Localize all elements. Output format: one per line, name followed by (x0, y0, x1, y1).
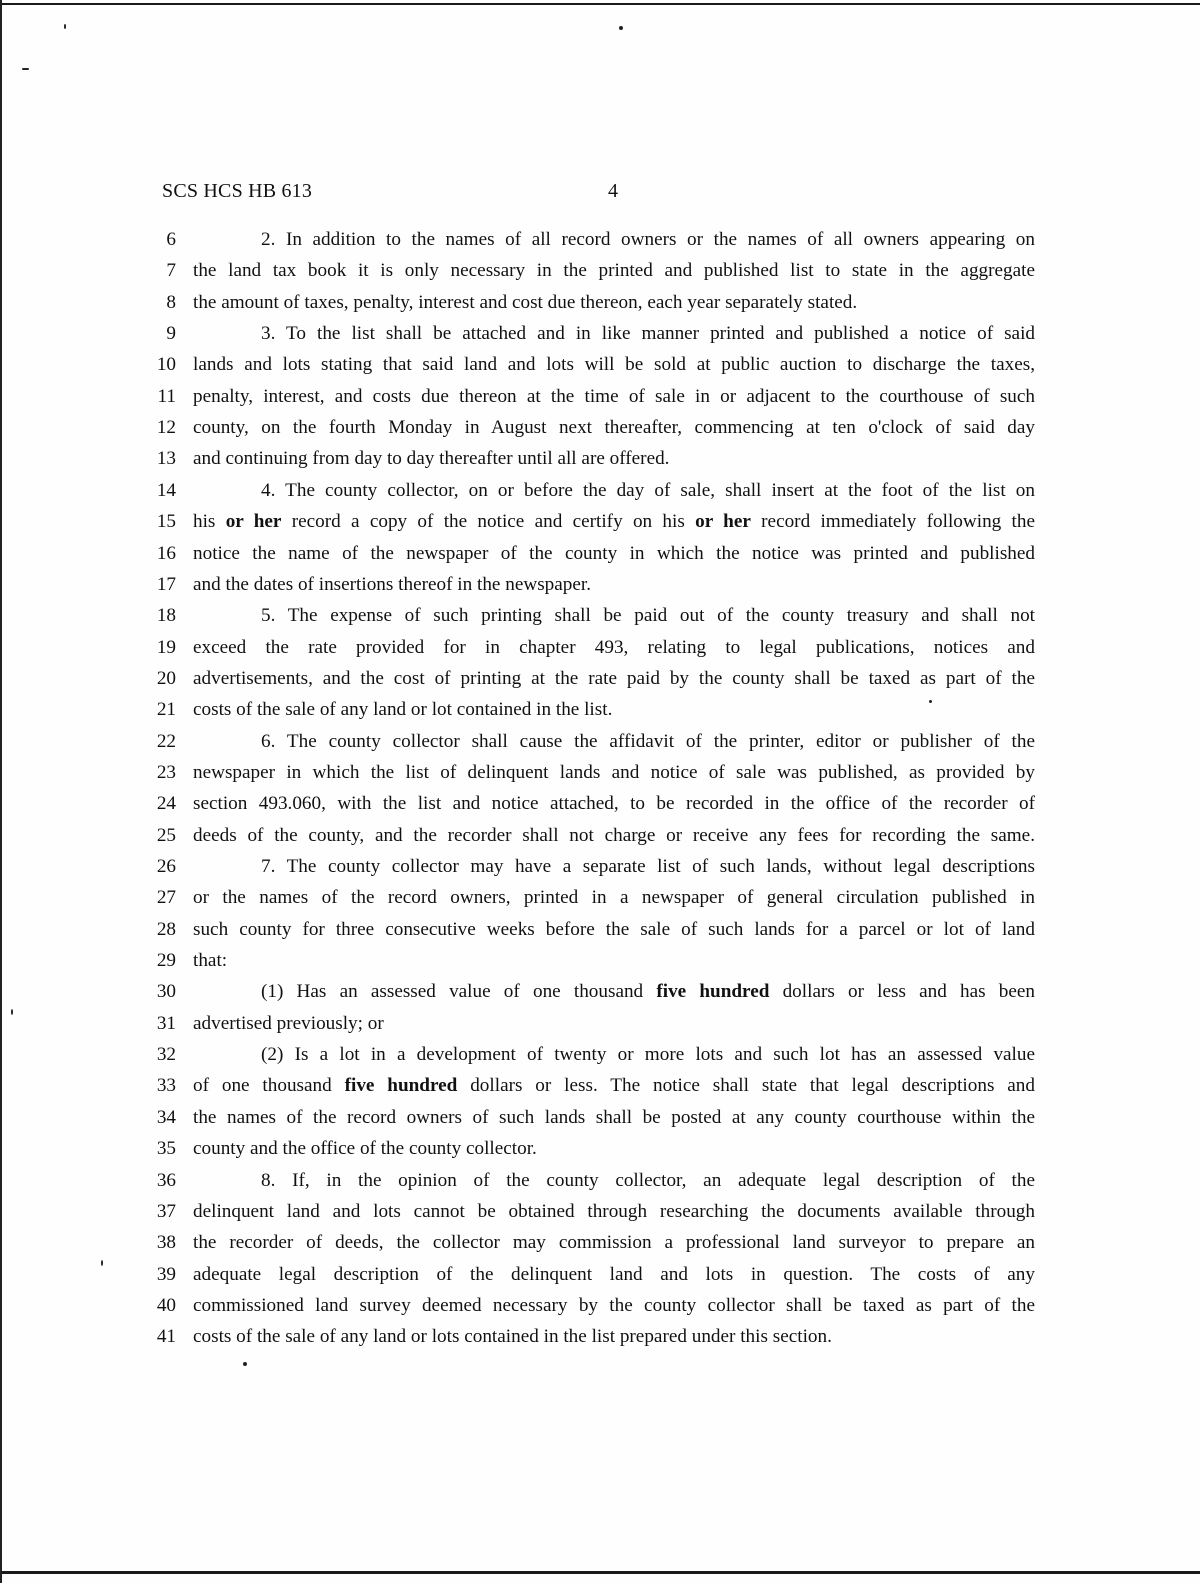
line-number: 19 (156, 636, 176, 658)
line-text-segment: county and the office of the county collector. (193, 1138, 537, 1160)
line-number: 34 (156, 1106, 176, 1128)
line-text-segment: 5. The expense of such printing shall be paid out of the county treasury and shall not (261, 605, 1035, 627)
line-number: 25 (156, 824, 176, 846)
line-text (193, 255, 1035, 286)
line-text (261, 976, 1035, 1007)
line-number: 8 (166, 291, 176, 313)
line-text-segment: and continuing from day to day thereafter until all are offered. (193, 448, 670, 470)
bold-amendment-text: five hundred (344, 1075, 458, 1097)
line-number: 10 (156, 354, 176, 376)
bold-amendment-text: five hundred (656, 981, 770, 1003)
text-line (0, 381, 1200, 412)
line-text-segment: notice the name of the newspaper of the county in which the notice was printed and published (193, 542, 1035, 564)
line-text (193, 1290, 1035, 1321)
line-text-segment: the names of the record owners of such lands shall be posted at any county courthouse within the (193, 1106, 1035, 1128)
text-line (0, 443, 1200, 474)
line-text-segment: record immediately following the (750, 511, 1035, 533)
line-text (193, 506, 1035, 537)
line-text-segment: penalty, interest, and costs due thereon at the time of sale in or adjacent to the courthouse of such (193, 385, 1035, 407)
line-text (193, 694, 1035, 725)
text-line (0, 1039, 1200, 1070)
line-text-segment: and the dates of insertions thereof in the newspaper. (193, 573, 592, 595)
line-number: 12 (156, 417, 176, 439)
line-number: 29 (156, 950, 176, 972)
line-text-segment: (2) Is a lot in a development of twenty or more lots and such lot has an assessed value (261, 1044, 1035, 1066)
line-text (193, 349, 1035, 380)
text-line (0, 851, 1200, 882)
line-text (193, 381, 1035, 412)
line-text-segment: section 493.060, with the list and notice attached, to be recorded in the office of the recorder of (193, 793, 1035, 815)
line-number: 23 (156, 761, 176, 783)
line-number: 32 (156, 1044, 176, 1066)
line-text-segment: lands and lots stating that said land and lots will be sold at public auction to discharge the taxes, (193, 354, 1035, 376)
text-line (0, 1165, 1200, 1196)
text-line (0, 820, 1200, 851)
bold-amendment-text: or her (695, 511, 751, 533)
line-text-segment: deeds of the county, and the recorder shall not charge or receive any fees for recording the same. (193, 824, 1035, 846)
line-number: 24 (156, 793, 176, 815)
line-text (193, 1321, 1035, 1352)
line-text-segment: county, on the fourth Monday in August next thereafter, commencing at ten o'clock of said day (193, 417, 1035, 439)
scan-speck (243, 1362, 247, 1366)
line-text-segment: or the names of the record owners, printed in a newspaper of general circulation published in (193, 887, 1035, 909)
line-text (193, 663, 1035, 694)
text-line (0, 1290, 1200, 1321)
line-text-segment: adequate legal description of the delinquent land and lots in question. The costs of any (193, 1263, 1035, 1285)
line-text (193, 1259, 1035, 1290)
line-number: 28 (156, 918, 176, 940)
line-text-segment: 3. To the list shall be attached and in like manner printed and published a notice of said (261, 323, 1035, 345)
line-number: 35 (156, 1138, 176, 1160)
line-number: 36 (156, 1169, 176, 1191)
text-line (0, 632, 1200, 663)
line-text (193, 443, 1035, 474)
text-line (0, 600, 1200, 631)
text-line (0, 694, 1200, 725)
line-number: 15 (156, 511, 176, 533)
line-text (193, 1133, 1035, 1164)
line-number: 13 (156, 448, 176, 470)
line-text (261, 318, 1035, 349)
text-line (0, 538, 1200, 569)
line-number: 41 (156, 1326, 176, 1348)
line-text (193, 788, 1035, 819)
text-line (0, 1227, 1200, 1258)
line-number: 26 (156, 856, 176, 877)
bold-amendment-text: or her (225, 511, 282, 533)
line-text (193, 820, 1035, 851)
line-text (193, 914, 1035, 945)
text-line (0, 318, 1200, 349)
line-number: 22 (156, 730, 176, 752)
bill-identifier: SCS HCS HB 613 (162, 180, 313, 202)
line-number: 7 (166, 260, 176, 282)
text-line (0, 224, 1200, 255)
line-text (193, 287, 1035, 318)
line-text (261, 1165, 1035, 1196)
line-text (261, 851, 1035, 882)
text-line (0, 914, 1200, 945)
bottom-border-rule (0, 1571, 1200, 1574)
line-number: 14 (156, 479, 176, 501)
line-number: 16 (156, 542, 176, 564)
text-line (0, 1321, 1200, 1352)
line-text-segment: advertisements, and the cost of printing at the rate paid by the county shall be taxed as part of the (193, 667, 1035, 689)
line-number: 27 (156, 887, 176, 909)
line-text (193, 945, 1035, 976)
text-line (0, 1133, 1200, 1164)
line-number: 39 (156, 1263, 176, 1285)
text-line (0, 788, 1200, 819)
text-line (0, 349, 1200, 380)
line-text (193, 1008, 1035, 1039)
line-text (193, 632, 1035, 663)
text-line (0, 1196, 1200, 1227)
line-text (261, 600, 1035, 631)
text-line (0, 506, 1200, 537)
text-line (0, 255, 1200, 286)
line-text-segment: dollars or less and has been (769, 981, 1036, 1003)
text-line (0, 287, 1200, 318)
line-number: 11 (157, 385, 176, 407)
line-number: 31 (156, 1012, 176, 1034)
text-line (0, 1070, 1200, 1101)
line-text-segment: delinquent land and lots cannot be obtained through researching the documents available through (193, 1200, 1035, 1222)
line-text-segment: newspaper in which the list of delinquent lands and notice of sale was published, as provided by (193, 761, 1035, 783)
line-text-segment: the recorder of deeds, the collector may commission a professional land surveyor to prepare an (193, 1232, 1035, 1254)
line-text-segment: that: (193, 950, 228, 972)
line-text (261, 475, 1035, 506)
line-number: 18 (156, 605, 176, 627)
line-number: 40 (156, 1294, 176, 1316)
text-line (0, 882, 1200, 913)
text-line (0, 726, 1200, 757)
line-text-segment: 4. The county collector, on or before the day of sale, shall insert at the foot of the list on (261, 479, 1035, 501)
line-text-segment: dollars or less. The notice shall state that legal descriptions and (457, 1075, 1035, 1097)
text-line (0, 976, 1200, 1007)
text-line (0, 569, 1200, 600)
text-line (0, 757, 1200, 788)
line-text-segment: record a copy of the notice and certify on his (281, 511, 696, 533)
text-line (0, 412, 1200, 443)
line-number: 9 (166, 323, 176, 345)
line-text (193, 1227, 1035, 1258)
line-number: 37 (156, 1200, 176, 1222)
text-line (0, 1102, 1200, 1133)
text-line (0, 945, 1200, 976)
text-line (0, 475, 1200, 506)
line-text-segment: 6. The county collector shall cause the affidavit of the printer, editor or publisher of the (261, 730, 1035, 752)
line-text (261, 224, 1035, 255)
line-number: 6 (166, 229, 176, 250)
line-number: 21 (156, 699, 176, 721)
line-text-segment: 8. If, in the opinion of the county collector, an adequate legal description of the (261, 1169, 1035, 1191)
scan-speck (64, 24, 66, 29)
line-text-segment: his (193, 511, 226, 533)
line-text (193, 882, 1035, 913)
scan-speck (22, 68, 29, 70)
line-text-segment: the land tax book it is only necessary in the printed and published list to state in the aggregate (193, 260, 1035, 282)
line-text-segment: the amount of taxes, penalty, interest and cost due thereon, each year separately stated. (193, 291, 858, 313)
line-text-segment: advertised previously; or (193, 1012, 384, 1034)
text-line (0, 1259, 1200, 1290)
line-text (193, 1070, 1035, 1101)
line-text (193, 412, 1035, 443)
line-text-segment: commissioned land survey deemed necessary by the county collector shall be taxed as part of the (193, 1294, 1035, 1316)
page-number: 4 (608, 180, 618, 202)
text-line (0, 663, 1200, 694)
line-text-segment: 2. In addition to the names of all record owners or the names of all owners appearing on (261, 229, 1035, 250)
line-text-segment: such county for three consecutive weeks before the sale of such lands for a parcel or lot of land (193, 918, 1035, 940)
line-text (193, 1102, 1035, 1133)
scan-speck (619, 26, 623, 30)
line-text-segment: costs of the sale of any land or lot contained in the list. (193, 699, 613, 721)
line-text-segment: exceed the rate provided for in chapter 493, relating to legal publications, notices and (193, 636, 1035, 658)
top-border-rule (0, 3, 1200, 5)
line-text (261, 726, 1035, 757)
text-line (0, 1008, 1200, 1039)
line-text (193, 538, 1035, 569)
line-text-segment: (1) Has an assessed value of one thousand (261, 981, 657, 1003)
line-text-segment: costs of the sale of any land or lots contained in the list prepared under this section. (193, 1326, 832, 1348)
line-text (261, 1039, 1035, 1070)
line-number: 17 (156, 573, 176, 595)
line-number: 30 (156, 981, 176, 1003)
line-text-segment: of one thousand (193, 1075, 345, 1097)
line-text-segment: 7. The county collector may have a separate list of such lands, without legal descriptions (261, 856, 1035, 877)
line-number: 20 (156, 667, 176, 689)
line-text (193, 569, 1035, 600)
line-number: 38 (156, 1232, 176, 1254)
line-text (193, 1196, 1035, 1227)
line-text (193, 757, 1035, 788)
line-number: 33 (156, 1075, 176, 1097)
